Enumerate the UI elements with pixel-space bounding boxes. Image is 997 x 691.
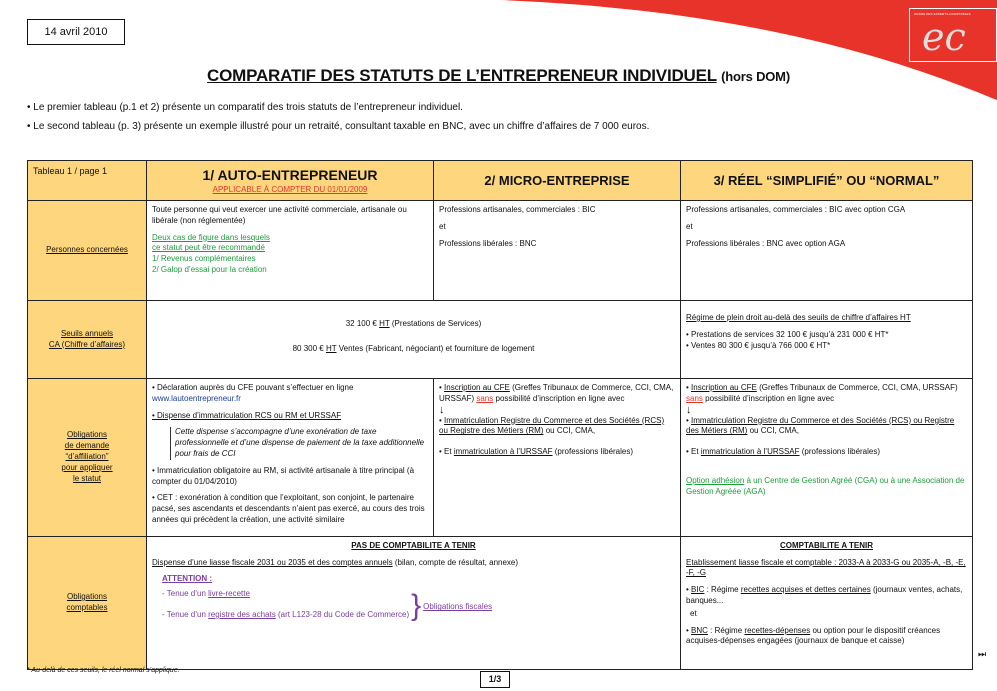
- col-auto-entrepreneur: 1/ AUTO-ENTREPRENEUR APPLICABLE À COMPTER DU 01/01/2009: [147, 161, 434, 201]
- logo-mark: ec: [922, 15, 966, 59]
- cell: • Inscription au CFE (Greffes Tribunaux de Commerce, CCI, CMA, URSSAF) sans possibilité d’inscription en ligne avec ↓ • Immatriculation Registre du Commerce et des Sociétés (RCS) ou Registre des Métiers (RM) ou CCI, CMA, • Et immatriculation à l’URSSAF (professions libérales): [434, 379, 681, 537]
- arrow-down-icon: ↓: [686, 403, 692, 416]
- logo-text: ORDRE DES EXPERTS-COMPTABLES: [914, 12, 971, 16]
- intro-line-1: • Le premier tableau (p.1 et 2) présente un comparatif des trois statuts de l’entrepreneur individuel.: [27, 102, 463, 113]
- cell: Toute personne qui veut exercer une activité commerciale, artisanale ou libérale (non réglementée) Deux cas de figure dans lesquels ce statut peut être recommandé 1/ Revenus complémentaires 2/ Galop d’essai pour la création: [147, 201, 434, 301]
- intro-line-2: • Le second tableau (p. 3) présente un exemple illustré pour un retraité, consultant taxable en BNC, avec un chiffre d’affaires de 7 000 euros.: [27, 121, 650, 132]
- title-suffix: (hors DOM): [721, 69, 790, 84]
- next-page-icon[interactable]: ⏭: [978, 649, 987, 659]
- cell: Professions artisanales, commerciales : BIC et Professions libérales : BNC: [434, 201, 681, 301]
- cell: PAS DE COMPTABILITE A TENIR Dispense d’une liasse fiscale 2031 ou 2035 et des comptes annuels (bilan, compte de résultat, annexe) ATTENTION : - Tenue d’un livre-recette - Tenue d’un registre des achats (art L123-28 du Code de Commerce) } Obligations fiscales: [147, 536, 681, 669]
- table-row: [28, 301, 973, 379]
- date-box: 14 avril 2010: [27, 19, 125, 45]
- table-row: [28, 536, 973, 669]
- page-title: COMPARATIF DES STATUTS DE L’ENTREPRENEUR INDIVIDUEL (hors DOM): [207, 66, 790, 85]
- cell: • Déclaration auprès du CFE pouvant s’effectuer en ligne www.lautoentrepreneur.fr • Dispense d’immatriculation RCS ou RM et URSSAF Cette dispense s’accompagne d’une exonération de taxe professionnelle et d’une dispense de paiement de la taxe additionnelle pour frais de CCI • Immatriculation obligatoire au RM, si activité artisanale à titre principal (à compter du 01/04/2010) • CET : exonération à condition que l’exploitant, son conjoint, le partenaire pacsé, ses ascendants et descendants n’aient pas exercé, au cours des trois années qui précèdent la création, une activité similaire: [147, 379, 434, 537]
- cell: 32 100 € HT (Prestations de Services) 80 300 € HT Ventes (Fabricant, négociant) et fourniture de logement: [147, 301, 681, 379]
- row-label-comptables: Obligations comptables: [28, 536, 147, 669]
- row-label-obligations: Obligations de demande “d’affiliation” pour appliquer le statut: [28, 379, 147, 537]
- row-label-seuils: Seuils annuels CA (Chiffre d’affaires): [28, 301, 147, 379]
- logo: [909, 8, 997, 62]
- table-row: [28, 201, 973, 301]
- page-number: 1/3: [480, 671, 510, 688]
- cell: Régime de plein droit au-delà des seuils de chiffre d’affaires HT • Prestations de services 32 100 € jusqu’à 231 000 € HT* • Ventes 80 300 € jusqu’à 766 000 € HT*: [681, 301, 973, 379]
- cell: • Inscription au CFE (Greffes Tribunaux de Commerce, CCI, CMA, URSSAF) sans possibilité d’inscription en ligne avec ↓ • Immatriculation Registre du Commerce et des Sociétés (RCS) ou Registre des Métiers (RM) ou CCI, CMA, • Et immatriculation à l’URSSAF (professions libérales) Option adhésion à un Centre de Gestion Agréé (CGA) ou à une Association de Gestion Agréée (AGA): [681, 379, 973, 537]
- arrow-down-icon: ↓: [439, 403, 445, 416]
- footnote: * Au-delà de ces seuils, le réel normal s’applique.: [27, 667, 180, 674]
- table-header-row: [28, 161, 973, 201]
- col-reel: 3/ RÉEL “SIMPLIFIÉ” OU “NORMAL”: [681, 161, 973, 201]
- cell: COMPTABILITE A TENIR Etablissement liasse fiscale et comptable : 2033-A à 2033-G ou 2035-A, -B, -E, -F, -G • BIC : Régime recettes acquises et dettes certaines (journaux ventes, achats, banques... et • BNC : Régime recettes-dépenses ou option pour le dispositif créances acquises-dépenses engagées (journaux de banque et caisse): [681, 536, 973, 669]
- table-row: [28, 379, 973, 537]
- col-micro-entreprise: 2/ MICRO-ENTREPRISE: [434, 161, 681, 201]
- brace: }: [411, 589, 422, 623]
- cell: Professions artisanales, commerciales : BIC avec option CGA et Professions libérales : BNC avec option AGA: [681, 201, 973, 301]
- table-corner: Tableau 1 / page 1: [28, 161, 147, 201]
- row-label-personnes: Personnes concernées: [28, 201, 147, 301]
- auto-entrepreneur-link[interactable]: www.lautoentrepreneur.fr: [152, 393, 241, 403]
- comparison-table: [27, 160, 973, 670]
